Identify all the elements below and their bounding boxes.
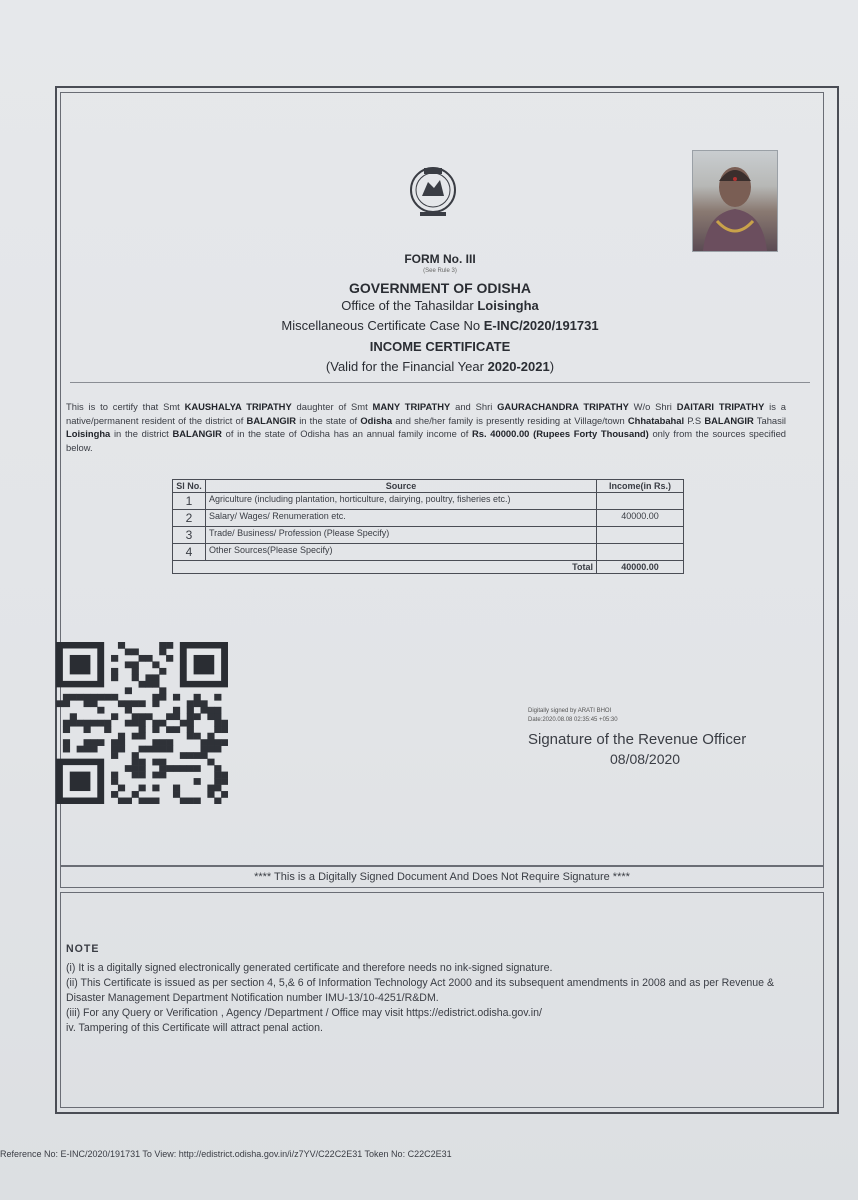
- digital-signature-stamp: [528, 707, 618, 725]
- signature-title: Signature of the Revenue Officer: [528, 731, 747, 748]
- row-income: [597, 527, 684, 544]
- qr-code[interactable]: [56, 642, 228, 804]
- row-source: Other Sources(Please Specify): [206, 544, 597, 561]
- divider: [70, 382, 810, 383]
- row-sl: 1: [173, 493, 206, 510]
- row-income: 40000.00: [597, 510, 684, 527]
- signed-by: Digitally signed by ARATI BHOI: [528, 708, 612, 714]
- note-item: iv. Tampering of this Certificate will attract penal action.: [66, 1022, 323, 1034]
- table-header-row: [173, 480, 684, 493]
- row-source: Trade/ Business/ Profession (Please Specify): [206, 527, 597, 544]
- row-sl: 2: [173, 510, 206, 527]
- table-row: [173, 510, 684, 527]
- digital-signature-notice: **** This is a Digitally Signed Document And Does Not Require Signature ****: [60, 866, 824, 888]
- signature-date: 08/08/2020: [610, 751, 681, 767]
- column-header-income: Income(in Rs.): [597, 480, 684, 493]
- reference-footer: Reference No: E-INC/2020/191731 To View: http://edistrict.odisha.gov.in/i/z7YV/C22C2E31 Token No: C22C2E31: [0, 1149, 452, 1159]
- total-label: Total: [173, 561, 597, 574]
- certificate-title: INCOME CERTIFICATE: [369, 339, 511, 354]
- form-number: FORM No. III: [404, 252, 476, 266]
- table-row: [173, 527, 684, 544]
- row-income: [597, 544, 684, 561]
- government-title: GOVERNMENT OF ODISHA: [348, 280, 531, 296]
- validity-line: (Valid for the Financial Year 2020-2021): [325, 359, 555, 374]
- applicant-photo: [692, 150, 778, 252]
- total-value: 40000.00: [597, 561, 684, 574]
- column-header-sl: Sl No.: [173, 480, 206, 493]
- office-line: Office of the Tahasildar Loisingha: [341, 298, 539, 313]
- notes-section: [66, 942, 806, 1036]
- total-row: [173, 561, 684, 574]
- table-row: [173, 544, 684, 561]
- column-header-source: Source: [206, 480, 597, 493]
- notes-heading: NOTE: [66, 943, 100, 955]
- signature-datetime: Date:2020.08.08 02:35:45 +05:30: [528, 717, 618, 723]
- note-item: (ii) This Certificate is issued as per section 4, 5,& 6 of Information Technology Act 2000 and its subsequent amendments in 2008 and as per Revenue & Disaster Management Department Notification number IMU-13/10-4251/R&DM.: [66, 977, 775, 1004]
- row-sl: 3: [173, 527, 206, 544]
- rule-reference: (See Rule 3): [423, 268, 457, 274]
- note-item[interactable]: (iii) For any Query or Verification , Agency /Department / Office may visit https://edistrict.odisha.gov.in/: [66, 1007, 542, 1019]
- row-sl: 4: [173, 544, 206, 561]
- table-row: [173, 493, 684, 510]
- row-source: Agriculture (including plantation, horticulture, dairying, poultry, fisheries etc.): [206, 493, 597, 510]
- case-number-line: Miscellaneous Certificate Case No E-INC/2020/191731: [281, 318, 599, 333]
- state-emblem-icon: [398, 160, 468, 222]
- certificate-statement: This is to certify that Smt KAUSHALYA TRIPATHY daughter of Smt MANY TRIPATHY and Shri GAURACHANDRA TRIPATHY W/o Shri DAITARI TRIPATHY is a native/permanent resident of the district of BALANGIR in the state of Odisha and she/her family is presently residing at Village/town Chhatabahal P.S BALANGIR Tahasil Loisingha in the district BALANGIR of in the state of Odisha has an annual family income of Rs. 40000.00 (Rupees Forty Thousand) only from the sources specified below.: [66, 401, 787, 453]
- row-income: [597, 493, 684, 510]
- note-item: (i) It is a digitally signed electronically generated certificate and therefore needs no ink-signed signature.: [66, 962, 553, 974]
- income-sources-table: [172, 479, 684, 574]
- row-source: Salary/ Wages/ Renumeration etc.: [206, 510, 597, 527]
